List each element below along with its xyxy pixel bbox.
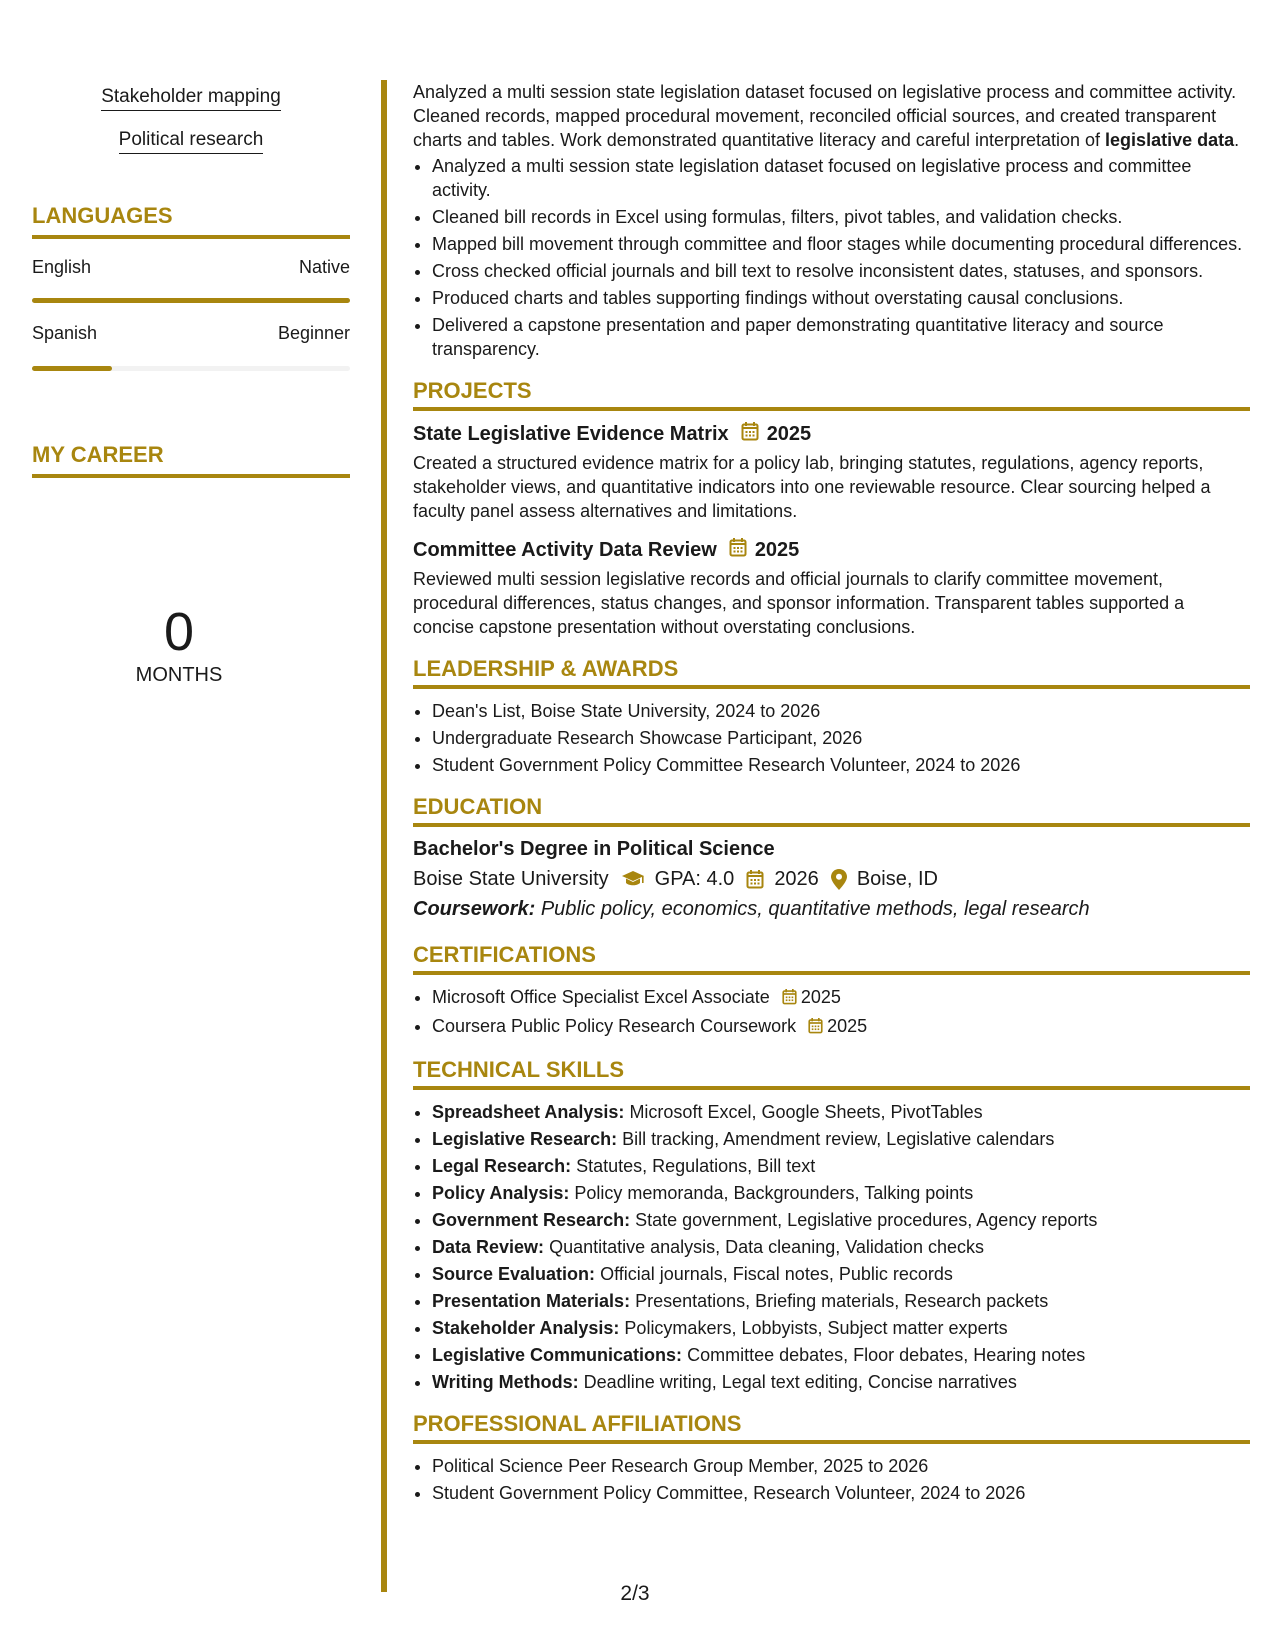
project-description: Reviewed multi session legislative records and official journals to clarify committee movement, procedural differences, status changes, and sponsor information. Transparent tables supported a concise capstone presentation without overstating conclusions.	[413, 569, 1185, 637]
school-location: Boise, ID	[856, 868, 938, 890]
skill-value: Policy memoranda, Backgrounders, Talking points	[574, 1183, 974, 1203]
skill-label: Data Review:	[432, 1237, 545, 1257]
language-proficiency-bar	[32, 298, 350, 303]
languages-heading: LANGUAGES	[32, 203, 350, 239]
list-item	[432, 1235, 1250, 1259]
calendar-icon	[746, 869, 764, 889]
projects-heading: PROJECTS	[413, 379, 1250, 411]
skill-label: Legislative Communications:	[432, 1345, 683, 1365]
language-level: Native	[298, 257, 350, 277]
list-item	[432, 985, 1250, 1011]
list-item	[432, 1154, 1250, 1178]
career-counter	[32, 602, 326, 687]
list-item	[432, 1316, 1250, 1340]
language-row	[32, 323, 350, 344]
summary-bold: legislative data	[1105, 130, 1235, 150]
language-level: Beginner	[277, 323, 350, 343]
list-item: • Student Government Policy Committee, Research Volunteer, 2024 to 2026	[432, 1481, 1250, 1505]
skill-value: Deadline writing, Legal text editing, Concise narratives	[583, 1372, 1017, 1392]
skill-label: Legal Research:	[432, 1156, 572, 1176]
list-item	[432, 1014, 1250, 1040]
list-item: • Undergraduate Research Showcase Participant, 2026	[432, 726, 1250, 750]
list-item: • Dean's List, Boise State University, 2024 to 2026	[432, 699, 1250, 723]
skill-value: Statutes, Regulations, Bill text	[576, 1156, 816, 1176]
career-value: 0	[163, 602, 195, 662]
certification-name: Microsoft Office Specialist Excel Associate	[432, 987, 770, 1007]
leadership-heading: LEADERSHIP & AWARDS	[413, 657, 1250, 689]
certification-year: 2025	[800, 987, 841, 1007]
page-number: 2/3	[620, 1582, 650, 1605]
list-item: • Student Government Policy Committee Research Volunteer, 2024 to 2026	[432, 753, 1250, 777]
career-unit: MONTHS	[135, 664, 223, 686]
skill-value: Presentations, Briefing materials, Research packets	[635, 1291, 1049, 1311]
affiliations-heading: PROFESSIONAL AFFILIATIONS	[413, 1412, 1250, 1444]
list-item	[432, 1343, 1250, 1367]
skill-label: Source Evaluation:	[432, 1264, 596, 1284]
list-item: • Cleaned bill records in Excel using formulas, filters, pivot tables, and validation checks.	[432, 205, 1250, 229]
list-item: • Produced charts and tables supporting findings without overstating causal conclusions.	[432, 286, 1250, 310]
map-pin-icon	[831, 869, 847, 890]
technical-skills-list	[432, 1100, 1250, 1394]
calendar-icon	[808, 1016, 823, 1040]
project-description: Created a structured evidence matrix for a policy lab, bringing statutes, regulations, agency reports, stakeholder views, and quantitative indicators into one reviewable resource. Clear sourcing helped a faculty panel assess alternatives and limitations.	[413, 453, 1211, 521]
summary-bullets	[432, 154, 1250, 361]
list-item: • Cross checked official journals and bill text to resolve inconsistent dates, statuses, and sponsors.	[432, 259, 1250, 283]
coursework-value: Public policy, economics, quantitative methods, legal research	[540, 898, 1090, 920]
gpa: GPA: 4.0	[654, 868, 735, 890]
language-proficiency-fill	[32, 298, 350, 303]
skill-value: Committee debates, Floor debates, Hearing notes	[687, 1345, 1086, 1365]
calendar-icon	[782, 987, 797, 1011]
certification-year: 2025	[827, 1016, 868, 1036]
language-proficiency-bar	[32, 366, 350, 371]
list-item: • Analyzed a multi session state legislation dataset focused on legislative process and committee activity.	[432, 154, 1250, 202]
list-item	[432, 1289, 1250, 1313]
language-proficiency-fill	[32, 366, 112, 371]
list-item	[432, 1370, 1250, 1394]
certifications-heading: CERTIFICATIONS	[413, 943, 1250, 975]
summary-paragraph: Analyzed a multi session state legislation dataset focused on legislative process and committee activity. Cleaned records, mapped procedural movement, reconciled official sources, and created transparent charts and tables. Work demonstrated quantitative literacy and careful interpretation of legislative data.	[413, 82, 1240, 150]
education-meta	[413, 867, 1250, 891]
degree-title: Bachelor's Degree in Political Science	[413, 838, 775, 860]
skill-label: Stakeholder Analysis:	[432, 1318, 620, 1338]
skill-value: Official journals, Fiscal notes, Public records	[600, 1264, 953, 1284]
coursework	[413, 897, 1250, 921]
skill-value: Bill tracking, Amendment review, Legislative calendars	[622, 1129, 1055, 1149]
project-title-row	[413, 421, 1250, 447]
career-heading: MY CAREER	[32, 442, 350, 478]
list-item	[432, 1181, 1250, 1205]
education-heading: EDUCATION	[413, 795, 1250, 827]
sidebar	[32, 0, 350, 1600]
project-year: 2025	[766, 423, 812, 445]
school-name: Boise State University	[413, 868, 609, 890]
skill-value: Microsoft Excel, Google Sheets, PivotTables	[629, 1102, 983, 1122]
project-title: Committee Activity Data Review	[413, 539, 717, 561]
skill-tag: Political research	[32, 129, 350, 151]
technical-skills-heading: TECHNICAL SKILLS	[413, 1058, 1250, 1090]
language-row	[32, 257, 350, 278]
skill-label: Presentation Materials:	[432, 1291, 631, 1311]
skill-label: Writing Methods:	[432, 1372, 579, 1392]
skill-tag: Stakeholder mapping	[32, 86, 350, 108]
list-item: • Delivered a capstone presentation and paper demonstrating quantitative literacy and source transparency.	[432, 313, 1250, 361]
language-name: English	[32, 257, 92, 277]
leadership-list	[432, 699, 1250, 777]
list-item	[432, 1262, 1250, 1286]
list-item: • Political Science Peer Research Group Member, 2025 to 2026	[432, 1454, 1250, 1478]
certifications-list	[432, 985, 1250, 1040]
vertical-divider	[381, 80, 387, 1592]
coursework-label: Coursework:	[413, 898, 536, 920]
skill-label: Government Research:	[432, 1210, 631, 1230]
skill-value: State government, Legislative procedures, Agency reports	[635, 1210, 1098, 1230]
list-item: • Mapped bill movement through committee and floor stages while documenting procedural differences.	[432, 232, 1250, 256]
project-year: 2025	[754, 539, 800, 561]
language-name: Spanish	[32, 323, 98, 343]
list-item	[432, 1127, 1250, 1151]
graduation-year: 2026	[774, 868, 819, 890]
calendar-icon	[741, 421, 759, 447]
skill-label: Spreadsheet Analysis:	[432, 1102, 625, 1122]
project-title: State Legislative Evidence Matrix	[413, 423, 729, 445]
certification-name: Coursera Public Policy Research Coursework	[432, 1016, 797, 1036]
affiliations-list	[432, 1454, 1250, 1505]
skill-label: Policy Analysis:	[432, 1183, 570, 1203]
project-title-row	[413, 537, 1250, 563]
skill-value: Policymakers, Lobbyists, Subject matter experts	[624, 1318, 1008, 1338]
main-content	[413, 80, 1250, 1508]
skill-label: Legislative Research:	[432, 1129, 618, 1149]
skill-value: Quantitative analysis, Data cleaning, Validation checks	[549, 1237, 984, 1257]
graduation-cap-icon	[621, 870, 645, 888]
list-item	[432, 1208, 1250, 1232]
calendar-icon	[729, 537, 747, 563]
list-item	[432, 1100, 1250, 1124]
